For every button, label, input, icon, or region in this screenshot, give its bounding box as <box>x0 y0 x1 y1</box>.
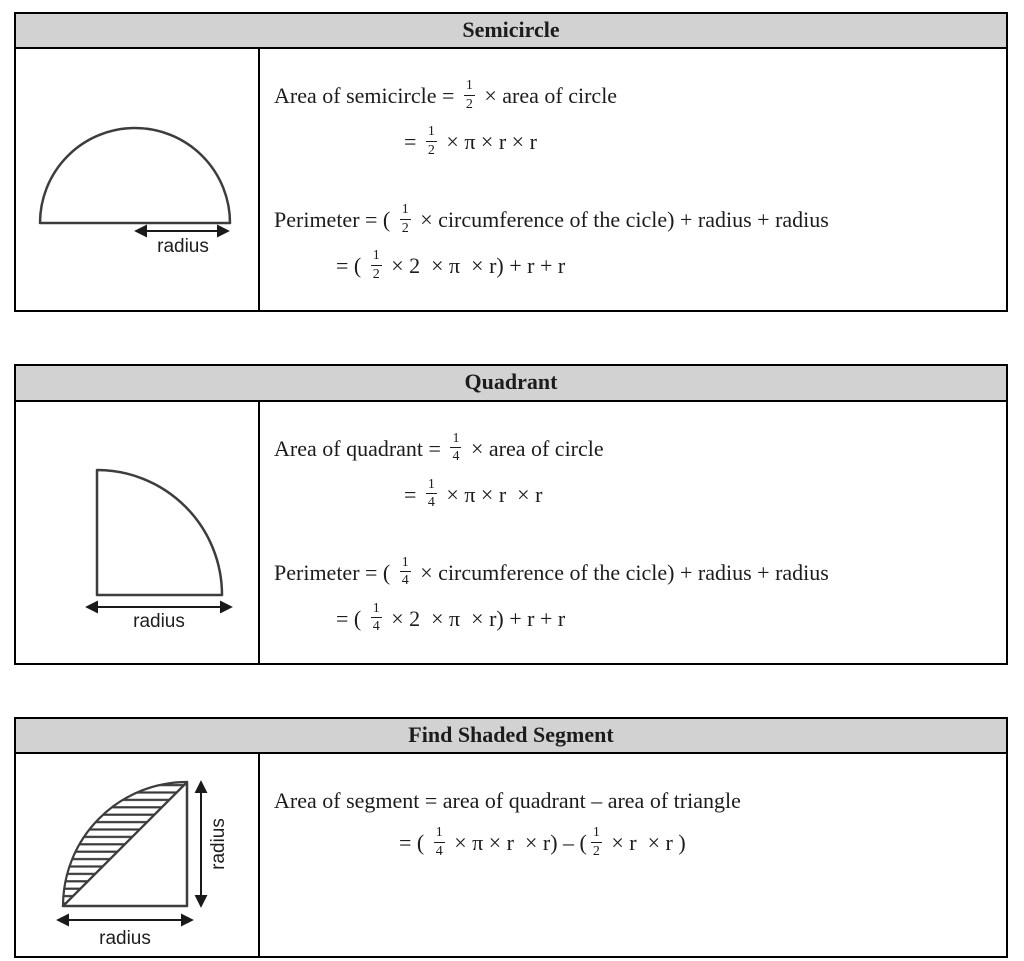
formula-text: × 2 × π × r) + r + r <box>385 253 566 279</box>
quadrant-shape <box>97 470 222 595</box>
quadrant-diagram-cell <box>16 402 260 663</box>
fraction-one-half: $\frac{1}{2}$ <box>465 78 473 112</box>
formula-perimeter-line-2 <box>274 596 1000 642</box>
fraction-one-fourth: $\frac{1}{4}$ <box>435 825 443 859</box>
shaded-segment-diagram <box>22 774 252 954</box>
formula-text: × circumference of the cicle) + radius + radius <box>414 559 829 585</box>
semicircle-table <box>14 12 1008 312</box>
formula-text: × r × r ) <box>605 830 686 856</box>
quadrant-table <box>14 364 1008 664</box>
formula-text: = ( <box>336 605 367 631</box>
quadrant-diagram <box>37 460 237 632</box>
formula-text: Perimeter = ( <box>274 207 396 233</box>
formula-text: × π × r × r <box>440 129 537 155</box>
formula-text: Area of segment = area of quadrant – area of triangle <box>274 788 741 814</box>
formula-segment-line-1 <box>274 780 1000 822</box>
formula-text: × area of circle <box>465 435 604 461</box>
formula-text: × area of circle <box>478 83 618 109</box>
formula-area-line-1 <box>274 73 1000 119</box>
formula-perimeter-line-1 <box>274 197 1000 243</box>
fraction-one-fourth: $\frac{1}{4}$ <box>401 554 409 589</box>
fraction-one-half: $\frac{1}{2}$ <box>592 825 600 859</box>
fraction-one-half: $\frac{1}{2}$ <box>427 124 435 158</box>
semicircle-shape <box>40 128 230 223</box>
formula-perimeter-line-1 <box>274 550 1000 596</box>
fraction-one-fourth: $\frac{1}{4}$ <box>372 600 380 635</box>
shaded-segment-formulas <box>260 754 1006 956</box>
shaded-segment-table-title: Find Shaded Segment <box>16 719 1006 754</box>
fraction-one-half: $\frac{1}{2}$ <box>372 248 380 282</box>
formula-area-line-1 <box>274 426 1000 472</box>
quadrant-table-title: Quadrant <box>16 366 1006 401</box>
formula-text: × circumference of the cicle) + radius + radius <box>414 207 829 233</box>
shaded-segment-table <box>14 717 1008 958</box>
shaded-segment-table-body <box>16 754 1006 956</box>
formula-text: × 2 × π × r) + r + r <box>385 605 566 631</box>
formula-area-line-2 <box>274 472 1000 518</box>
fraction-one-half: $\frac{1}{2}$ <box>401 202 409 236</box>
formula-text: = <box>404 481 422 507</box>
semicircle-diagram <box>30 123 245 263</box>
semicircle-diagram-cell <box>16 49 260 310</box>
formula-text: Area of quadrant = <box>274 435 447 461</box>
radius-label: radius <box>133 610 185 632</box>
formula-text: = ( <box>399 830 430 856</box>
fraction-one-fourth: $\frac{1}{4}$ <box>427 476 435 511</box>
radius-label: radius <box>156 236 209 258</box>
formula-text: × π × r × r <box>440 481 543 507</box>
shaded-segment-diagram-cell <box>16 754 260 956</box>
quadrant-table-body <box>16 402 1006 663</box>
vertical-radius-label: radius <box>208 818 229 871</box>
formula-text: × π × r × r) – ( <box>448 830 587 856</box>
semicircle-table-body <box>16 49 1006 310</box>
horizontal-radius-label: radius <box>99 928 151 950</box>
quadrant-formulas <box>260 402 1006 663</box>
semicircle-table-title: Semicircle <box>16 14 1006 49</box>
semicircle-formulas <box>260 49 1006 310</box>
formula-perimeter-line-2 <box>274 243 1000 289</box>
formula-text: Area of semicircle = <box>274 83 460 109</box>
formula-segment-line-2 <box>274 822 1000 864</box>
formula-text: Perimeter = ( <box>274 559 396 585</box>
formula-text: = ( <box>336 253 367 279</box>
formula-text: = <box>404 129 422 155</box>
formula-area-line-2 <box>274 119 1000 165</box>
fraction-one-fourth: $\frac{1}{4}$ <box>452 430 460 465</box>
